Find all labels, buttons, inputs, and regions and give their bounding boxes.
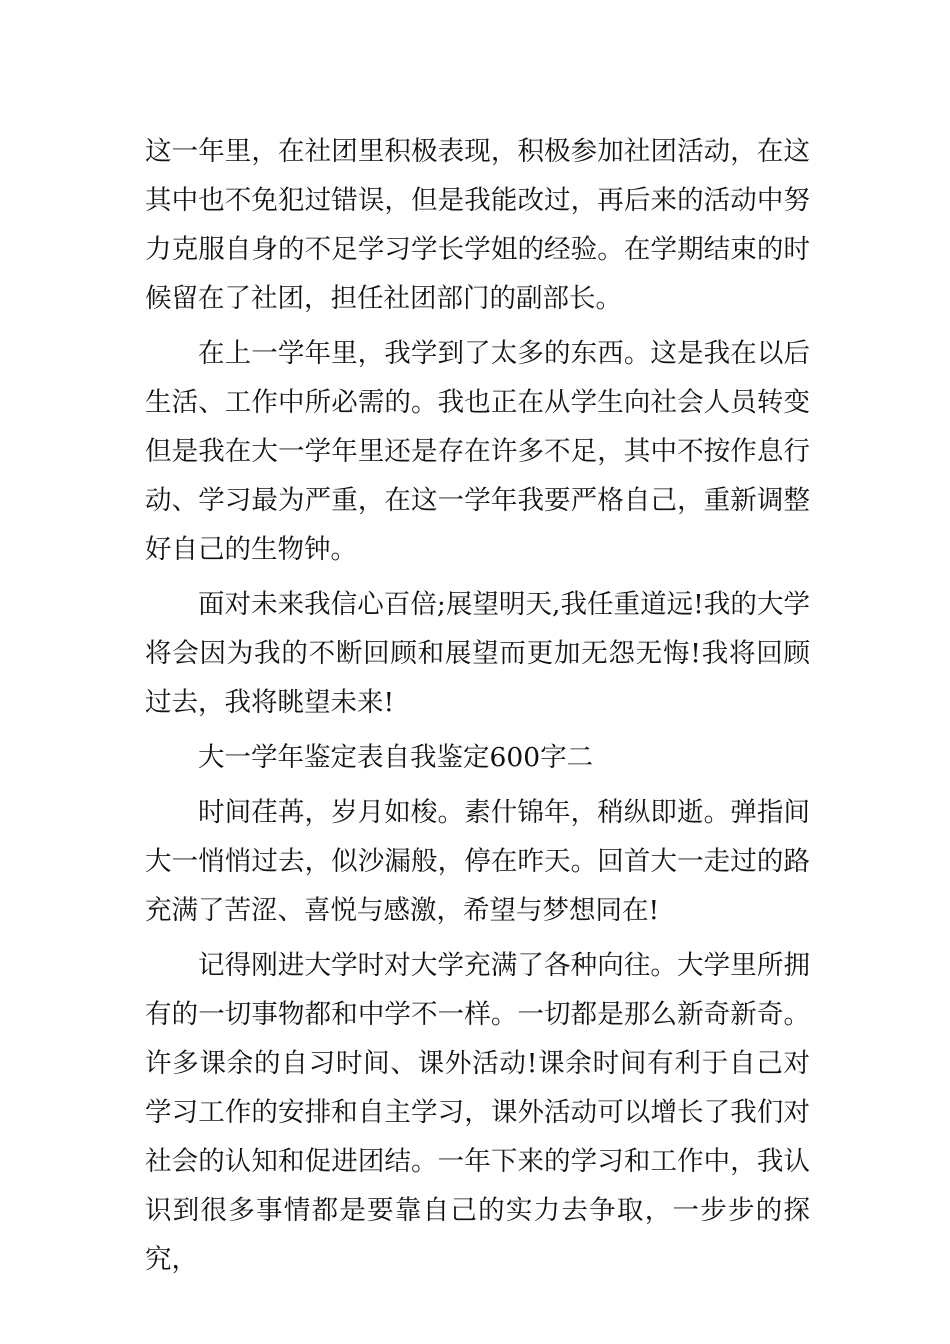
paragraph: 时间荏苒，岁月如梭。素什锦年，稍纵即逝。弹指间大一悄悄过去，似沙漏般，停在昨天。回首大一走过的路充满了苦涩、喜悦与感激，希望与梦想同在! <box>145 797 810 926</box>
paragraph-continuation: 这一年里，在社团里积极表现，积极参加社团活动，在这其中也不免犯过错误，但是我能改过，再后来的活动中努力克服自身的不足学习学长学姐的经验。在学期结束的时候留在了社团，担任社团部门的副部长。 <box>145 136 810 314</box>
paragraph: 面对未来我信心百倍;展望明天,我任重道远!我的大学将会因为我的不断回顾和展望而更加无怨无悔!我将回顾过去，我将眺望未来! <box>145 589 810 718</box>
section-heading: 大一学年鉴定表自我鉴定600字二 <box>198 742 594 773</box>
paragraph: 在上一学年里，我学到了太多的东西。这是我在以后生活、工作中所必需的。我也正在从学生向社会人员转变但是我在大一学年里还是存在许多不足，其中不按作息行动、学习最为严重，在这一学年我要严格自己，重新调整好自己的生物钟。 <box>145 338 810 565</box>
paragraph: 记得刚进大学时对大学充满了各种向往。大学里所拥有的一切事物都和中学不一样。一切都是那么新奇新奇。许多课余的自习时间、课外活动!课余时间有利于自己对学习工作的安排和自主学习，课外活动可以增长了我们对社会的认知和促进团结。一年下来的学习和工作中，我认识到很多事情都是要靠自己的实力去争取，一步步的探究， <box>145 950 810 1275</box>
document-body <box>145 127 810 1290</box>
